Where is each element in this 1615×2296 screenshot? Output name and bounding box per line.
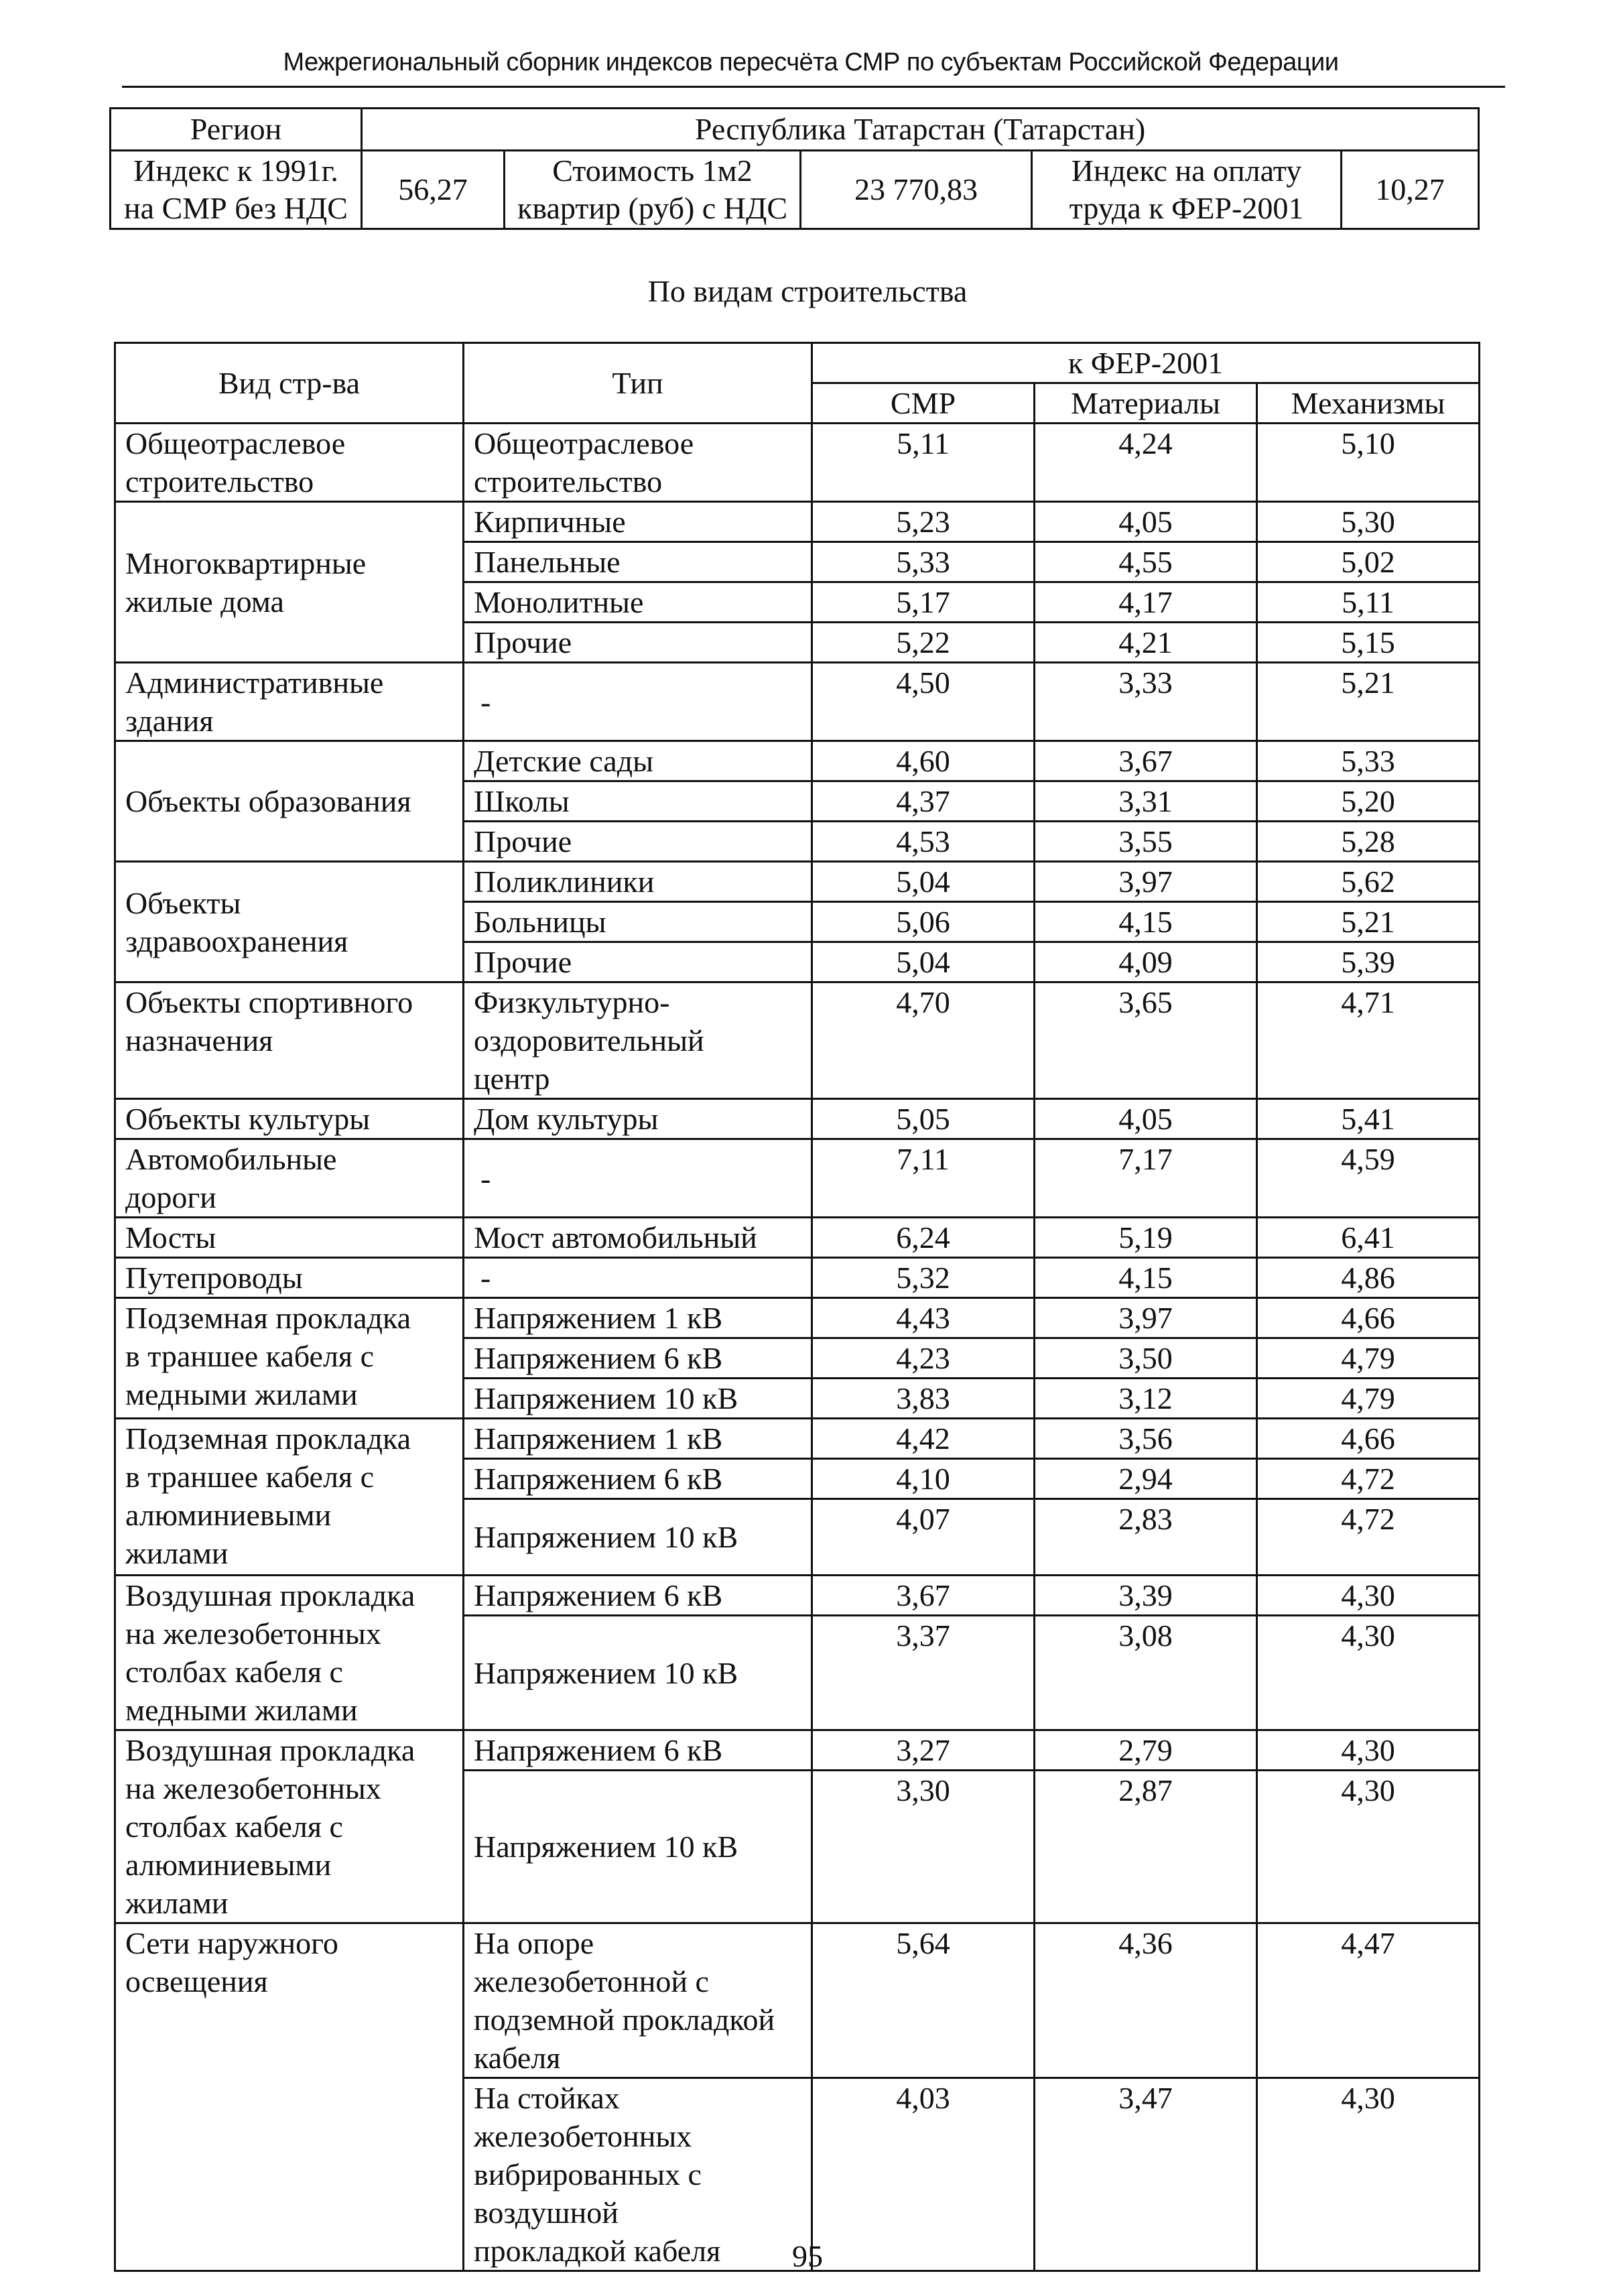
header-type: Тип [464,343,812,424]
type-cell: Поликлиники [464,862,812,902]
table-row [115,1258,1480,1298]
type-cell: Напряжением 6 кВ [464,1730,812,1771]
region-summary-table [109,107,1480,230]
type-cell: На опоре железобетонной с подземной прокладкой кабеля [464,1923,812,2078]
smr-cell: 4,03 [812,2078,1035,2271]
mechanisms-cell: 4,79 [1257,1379,1480,1419]
smr-cell: 3,83 [812,1379,1035,1419]
materials-cell: 2,94 [1035,1459,1257,1499]
smr-cell: 3,67 [812,1576,1035,1616]
materials-cell: 3,97 [1035,1298,1257,1338]
materials-cell: 3,50 [1035,1338,1257,1379]
smr-cell: 5,23 [812,502,1035,542]
construction-index-table [114,342,1480,2272]
smr-cell: 3,27 [812,1730,1035,1771]
kind-cell: Объекты культуры [115,1099,464,1139]
labor-value: 10,27 [1342,151,1479,229]
section-subtitle: По видам строительства [647,274,968,308]
type-cell: Дом культуры [464,1099,812,1139]
table-row [115,1923,1480,2078]
kind-cell: Подземная прокладка в траншее кабеля с медными жилами [115,1298,464,1419]
type-cell: Напряжением 10 кВ [464,1379,812,1419]
materials-cell: 4,17 [1035,582,1257,623]
mechanisms-cell: 4,66 [1257,1298,1480,1338]
smr-cell: 5,32 [812,1258,1035,1298]
mechanisms-cell: 5,10 [1257,424,1480,502]
type-cell: Напряжением 1 кВ [464,1298,812,1338]
smr-cell: 5,17 [812,582,1035,623]
table-row [115,982,1480,1099]
type-cell: Детские сады [464,741,812,781]
materials-cell: 3,31 [1035,781,1257,822]
materials-cell: 3,55 [1035,822,1257,862]
materials-cell: 3,56 [1035,1419,1257,1459]
kind-cell: Объекты образования [115,741,464,862]
table-row [115,1730,1480,1771]
type-cell: Прочие [464,942,812,982]
header-kind: Вид стр-ва [115,343,464,424]
materials-cell: 3,33 [1035,663,1257,741]
materials-cell: 4,24 [1035,424,1257,502]
type-cell: Физкультурно- оздоровительный центр [464,982,812,1099]
mechanisms-cell: 4,79 [1257,1338,1480,1379]
table-row [115,862,1480,902]
mechanisms-cell: 5,15 [1257,623,1480,663]
index-value: 56,27 [362,151,505,229]
table-row [115,424,1480,502]
smr-cell: 5,33 [812,542,1035,582]
mechanisms-cell: 5,21 [1257,902,1480,942]
mechanisms-cell: 4,72 [1257,1499,1480,1576]
cost-value: 23 770,83 [801,151,1032,229]
mechanisms-cell: 4,59 [1257,1139,1480,1218]
smr-cell: 5,05 [812,1099,1035,1139]
materials-cell: 2,79 [1035,1730,1257,1771]
mechanisms-cell: 5,41 [1257,1099,1480,1139]
mechanisms-cell: 5,02 [1257,542,1480,582]
region-value: Республика Татарстан (Татарстан) [362,109,1479,151]
mechanisms-cell: 4,72 [1257,1459,1480,1499]
kind-cell: Мосты [115,1218,464,1258]
materials-cell: 3,67 [1035,741,1257,781]
smr-cell: 4,42 [812,1419,1035,1459]
header-smr: СМР [812,383,1035,424]
table-row [115,1419,1480,1459]
smr-cell: 3,37 [812,1616,1035,1730]
mechanisms-cell: 4,30 [1257,2078,1480,2271]
materials-cell: 4,36 [1035,1923,1257,2078]
kind-cell: Автомобильные дороги [115,1139,464,1218]
table-row [115,502,1480,542]
materials-cell: 3,39 [1035,1576,1257,1616]
type-cell: - [464,1258,812,1298]
type-cell: Мост автомобильный [464,1218,812,1258]
cost-label: Стоимость 1м2 квартир (руб) с НДС [505,151,801,229]
materials-cell: 4,15 [1035,902,1257,942]
type-cell: Напряжением 1 кВ [464,1419,812,1459]
type-cell: Больницы [464,902,812,942]
smr-cell: 5,04 [812,862,1035,902]
header-mechanisms: Механизмы [1257,383,1480,424]
smr-cell: 4,37 [812,781,1035,822]
mechanisms-cell: 5,28 [1257,822,1480,862]
kind-cell: Сети наружного освещения [115,1923,464,2271]
smr-cell: 5,06 [812,902,1035,942]
mechanisms-cell: 6,41 [1257,1218,1480,1258]
type-cell: Прочие [464,822,812,862]
type-cell: - [464,663,812,741]
materials-cell: 3,08 [1035,1616,1257,1730]
smr-cell: 4,23 [812,1338,1035,1379]
smr-cell: 5,22 [812,623,1035,663]
page-number: 95 [792,2239,823,2273]
materials-cell: 3,97 [1035,862,1257,902]
index-label: Индекс к 1991г. на СМР без НДС [111,151,362,229]
mechanisms-cell: 4,47 [1257,1923,1480,2078]
type-cell: Прочие [464,623,812,663]
kind-cell: Воздушная прокладка на железобетонных столбах кабеля с медными жилами [115,1576,464,1730]
kind-cell: Многоквартирные жилые дома [115,502,464,663]
materials-cell: 4,09 [1035,942,1257,982]
kind-cell: Объекты спортивного назначения [115,982,464,1099]
table-row [115,741,1480,781]
table-row [115,1298,1480,1338]
smr-cell: 5,04 [812,942,1035,982]
materials-cell: 5,19 [1035,1218,1257,1258]
smr-cell: 4,70 [812,982,1035,1099]
materials-cell: 4,21 [1035,623,1257,663]
labor-label: Индекс на оплату труда к ФЕР-2001 [1032,151,1342,229]
materials-cell: 3,12 [1035,1379,1257,1419]
smr-cell: 4,60 [812,741,1035,781]
header-rule [122,86,1505,88]
smr-cell: 4,10 [812,1459,1035,1499]
type-cell: Напряжением 6 кВ [464,1576,812,1616]
smr-cell: 4,07 [812,1499,1035,1576]
kind-cell: Объекты здравоохранения [115,862,464,982]
mechanisms-cell: 5,39 [1257,942,1480,982]
mechanisms-cell: 4,66 [1257,1419,1480,1459]
kind-cell: Общеотраслевое строительство [115,424,464,502]
smr-cell: 5,11 [812,424,1035,502]
type-cell: Напряжением 6 кВ [464,1338,812,1379]
table-row [115,1218,1480,1258]
materials-cell: 4,05 [1035,502,1257,542]
materials-cell: 7,17 [1035,1139,1257,1218]
mechanisms-cell: 4,30 [1257,1616,1480,1730]
type-cell: Напряжением 6 кВ [464,1459,812,1499]
mechanisms-cell: 4,30 [1257,1576,1480,1616]
mechanisms-cell: 5,33 [1257,741,1480,781]
mechanisms-cell: 4,30 [1257,1771,1480,1923]
type-cell: Кирпичные [464,502,812,542]
header-materials: Материалы [1035,383,1257,424]
smr-cell: 4,53 [812,822,1035,862]
materials-cell: 4,55 [1035,542,1257,582]
smr-cell: 7,11 [812,1139,1035,1218]
type-cell: Напряжением 10 кВ [464,1499,812,1576]
type-cell: Школы [464,781,812,822]
smr-cell: 4,50 [812,663,1035,741]
mechanisms-cell: 4,30 [1257,1730,1480,1771]
type-cell: Монолитные [464,582,812,623]
type-cell: - [464,1139,812,1218]
table-row [115,663,1480,741]
region-label: Регион [111,109,362,151]
smr-cell: 4,43 [812,1298,1035,1338]
running-header: Межрегиональный сборник индексов пересчёта СМР по субъектам Российской Федерации [283,48,1339,76]
materials-cell: 4,05 [1035,1099,1257,1139]
type-cell: Напряжением 10 кВ [464,1616,812,1730]
materials-cell: 2,83 [1035,1499,1257,1576]
smr-cell: 3,30 [812,1771,1035,1923]
mechanisms-cell: 5,62 [1257,862,1480,902]
mechanisms-cell: 5,20 [1257,781,1480,822]
mechanisms-cell: 4,86 [1257,1258,1480,1298]
smr-cell: 6,24 [812,1218,1035,1258]
type-cell: Напряжением 10 кВ [464,1771,812,1923]
type-cell: Общеотраслевое строительство [464,424,812,502]
header-fer-2001: к ФЕР-2001 [812,343,1480,383]
mechanisms-cell: 5,21 [1257,663,1480,741]
materials-cell: 3,47 [1035,2078,1257,2271]
materials-cell: 4,15 [1035,1258,1257,1298]
kind-cell: Путепроводы [115,1258,464,1298]
mechanisms-cell: 5,30 [1257,502,1480,542]
kind-cell: Воздушная прокладка на железобетонных столбах кабеля с алюминиевыми жилами [115,1730,464,1923]
table-row [115,1139,1480,1218]
type-cell: Панельные [464,542,812,582]
kind-cell: Административные здания [115,663,464,741]
mechanisms-cell: 5,11 [1257,582,1480,623]
smr-cell: 5,64 [812,1923,1035,2078]
materials-cell: 3,65 [1035,982,1257,1099]
type-cell: На стойках железобетонных вибрированных с воздушной прокладкой кабеля [464,2078,812,2271]
kind-cell: Подземная прокладка в траншее кабеля с алюминиевыми жилами [115,1419,464,1576]
table-row [115,1099,1480,1139]
materials-cell: 2,87 [1035,1771,1257,1923]
mechanisms-cell: 4,71 [1257,982,1480,1099]
table-row [115,1576,1480,1616]
